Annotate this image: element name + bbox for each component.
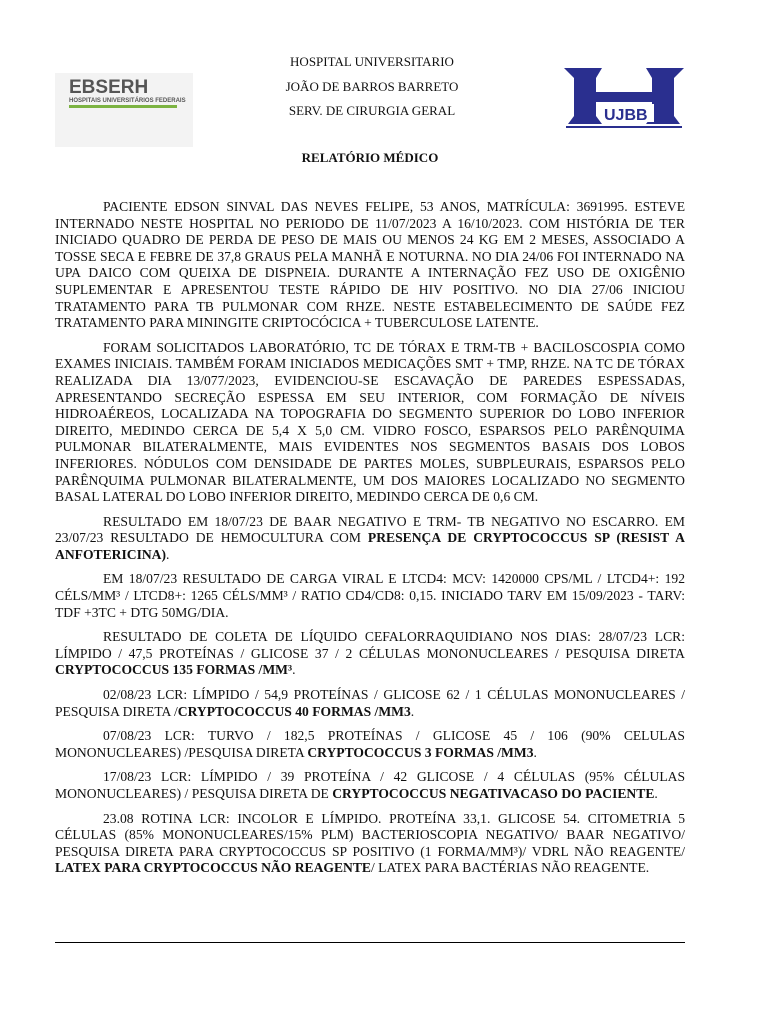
paragraph-lcr-1708: 17/08/23 LCR: LÍMPIDO / 39 PROTEÍNA / 42 GLICOSE / 4 CÉLULAS (95% CÉLULAS MONONUCLEARES) / PESQUISA DIRETA DE CRYPTOCOCCUS NEGATIVACASO DO PACIENTE. [55, 769, 685, 801]
ujbb-logo-text: UJBB [604, 107, 648, 124]
paragraph-viral-load: EM 18/07/23 RESULTADO DE CARGA VIRAL E LTCD4: MCV: 1420000 CPS/ML / LTCD4+: 192 CÉLS/MM³ / LTCD8+: 1265 CÉLS/MM³ / RATIO CD4/CD8: 0,15. INICIADO TARV EM 15/09/2023 - TARV: TDF +3TC + DTG 50MG/DIA. [55, 571, 685, 620]
paragraph-lcr-2807: RESULTADO DE COLETA DE LÍQUIDO CEFALORRAQUIDIANO NOS DIAS: 28/07/23 LCR: LÍMPIDO / 47,5 PROTEÍNAS / GLICOSE 37 / 2 CÉLULAS MONONUCLEARES / PESQUISA DIRETA CRYPTOCOCCUS 135 FORMAS /MM³. [55, 629, 685, 678]
header-line-2: JOÃO DE BARROS BARRETO [285, 78, 459, 94]
report-body [55, 199, 685, 885]
ebserh-logo [55, 73, 193, 147]
paragraph-history: PACIENTE EDSON SINVAL DAS NEVES FELIPE, 53 ANOS, MATRÍCULA: 3691995. ESTEVE INTERNADO NESTE HOSPITAL NO PERIODO DE 11/07/2023 A 16/10/2023. COM HISTÓRIA DE TER INICIADO QUADRO DE PERDA DE PESO DE MAIS OU MENOS 24 KG EM 2 MESES, ASSOCIADO A TOSSE SECA E FEBRE DE 37,8 GRAUS PELA MANHÃ E NOTURNA. NO DIA 24/06 FOI INTERNADO NA UPA DAICO COM QUEIXA DE DISPNEIA. DURANTE A INTERNAÇÃO FEZ USO DE OXIGÊNIO SUPLEMENTAR E APRESENTOU TESTE RÁPIDO DE HIV POSITIVO. NO DIA 27/06 INICIOU TRATAMENTO PARA TB PULMONAR COM RHZE. NESTE ESTABELECIMENTO DE SAÚDE FEZ TRATAMENTO PARA MININGITE CRIPTOCÓCICA + TUBERCULOSE LATENTE. [55, 199, 685, 331]
bottom-rule [55, 942, 685, 943]
paragraph-lcr-0708: 07/08/23 LCR: TURVO / 182,5 PROTEÍNAS / GLICOSE 45 / 106 (90% CELULAS MONONUCLEARES) /PESQUISA DIRETA CRYPTOCOCCUS 3 FORMAS /MM3. [55, 728, 685, 760]
paragraph-baar-hemoculture: RESULTADO EM 18/07/23 DE BAAR NEGATIVO E TRM- TB NEGATIVO NO ESCARRO. EM 23/07/23 RESULTADO DE HEMOCULTURA COM PRESENÇA DE CRYPTOCOCCUS SP (RESIST A ANFOTERICINA). [55, 513, 685, 562]
header-line-3: SERV. DE CIRURGIA GERAL [288, 103, 456, 118]
ebserh-logo-name: EBSERH [69, 77, 149, 98]
report-title: RELATÓRIO MÉDICO [301, 150, 439, 165]
header-line-1: HOSPITAL UNIVERSITARIO [290, 54, 454, 69]
hospital-header [240, 50, 504, 124]
ebserh-logo-tagline: HOSPITAIS UNIVERSITÁRIOS FEDERAIS [69, 98, 186, 104]
ujbb-logo [562, 66, 686, 130]
paragraph-lcr-0208: 02/08/23 LCR: LÍMPIDO / 54,9 PROTEÍNAS / GLICOSE 62 / 1 CÉLULAS MONONUCLEARES / PESQUISA DIRETA /CRYPTOCOCCUS 40 FORMAS /MM3. [55, 687, 685, 719]
paragraph-exams: FORAM SOLICITADOS LABORATÓRIO, TC DE TÓRAX E TRM-TB + BACILOSCOSPIA COMO EXAMES INICIAIS. TAMBÉM FORAM INICIADOS MEDICAÇÕES SMT + TMP, RHZE. NA TC DE TÓRAX REALIZADA DIA 13/077/2023, EVIDENCIOU-SE ESCAVAÇÃO DE PAREDES ESPESSADAS, APRESENTANDO SECREÇÃO ESPESSA EM SEU INTERIOR, COM FORMAÇÃO DE NÍVEIS HIDROAÉREOS, LOCALIZADA NA TOPOGRAFIA DO SEGMENTO SUPERIOR DO LOBO INFERIOR DIREITO, MEDINDO CERCA DE 5,4 X 5,0 CM. VIDRO FOSCO, ESPARSOS PELO PARÊNQUIMA PULMONAR BILATERALMENTE, MAIS EVIDENTES NOS SEGMENTOS BASAIS DOS LOBOS INFERIORES. NÓDULOS COM DENSIDADE DE PARTES MOLES, SUBPLEURAIS, ESPARSOS PELO PARÊNQUIMA PULMONAR BILATERALMENTE, UM DOS MAIORES LOCALIZADO NO SEGMENTO BASAL LATERAL DO LOBO INFERIOR DIREITO, MEDINDO CERCA DE 0,6 CM. [55, 339, 685, 505]
paragraph-lcr-2308: 23.08 ROTINA LCR: INCOLOR E LÍMPIDO. PROTEÍNA 33,1. GLICOSE 54. CITOMETRIA 5 CÉLULAS (85% MONONUCLEARES/15% PLM) BACTERIOSCOPIA NEGATIVO/ BAAR NEGATIVO/ PESQUISA DIRETA PARA CRYPTOCOCCUS SP POSITIVO (1 FORMA/MM³)/ VDRL NÃO REAGENTE/ LATEX PARA CRYPTOCOCCUS NÃO REAGENTE/ LATEX PARA BACTÉRIAS NÃO REAGENTE. [55, 810, 685, 876]
